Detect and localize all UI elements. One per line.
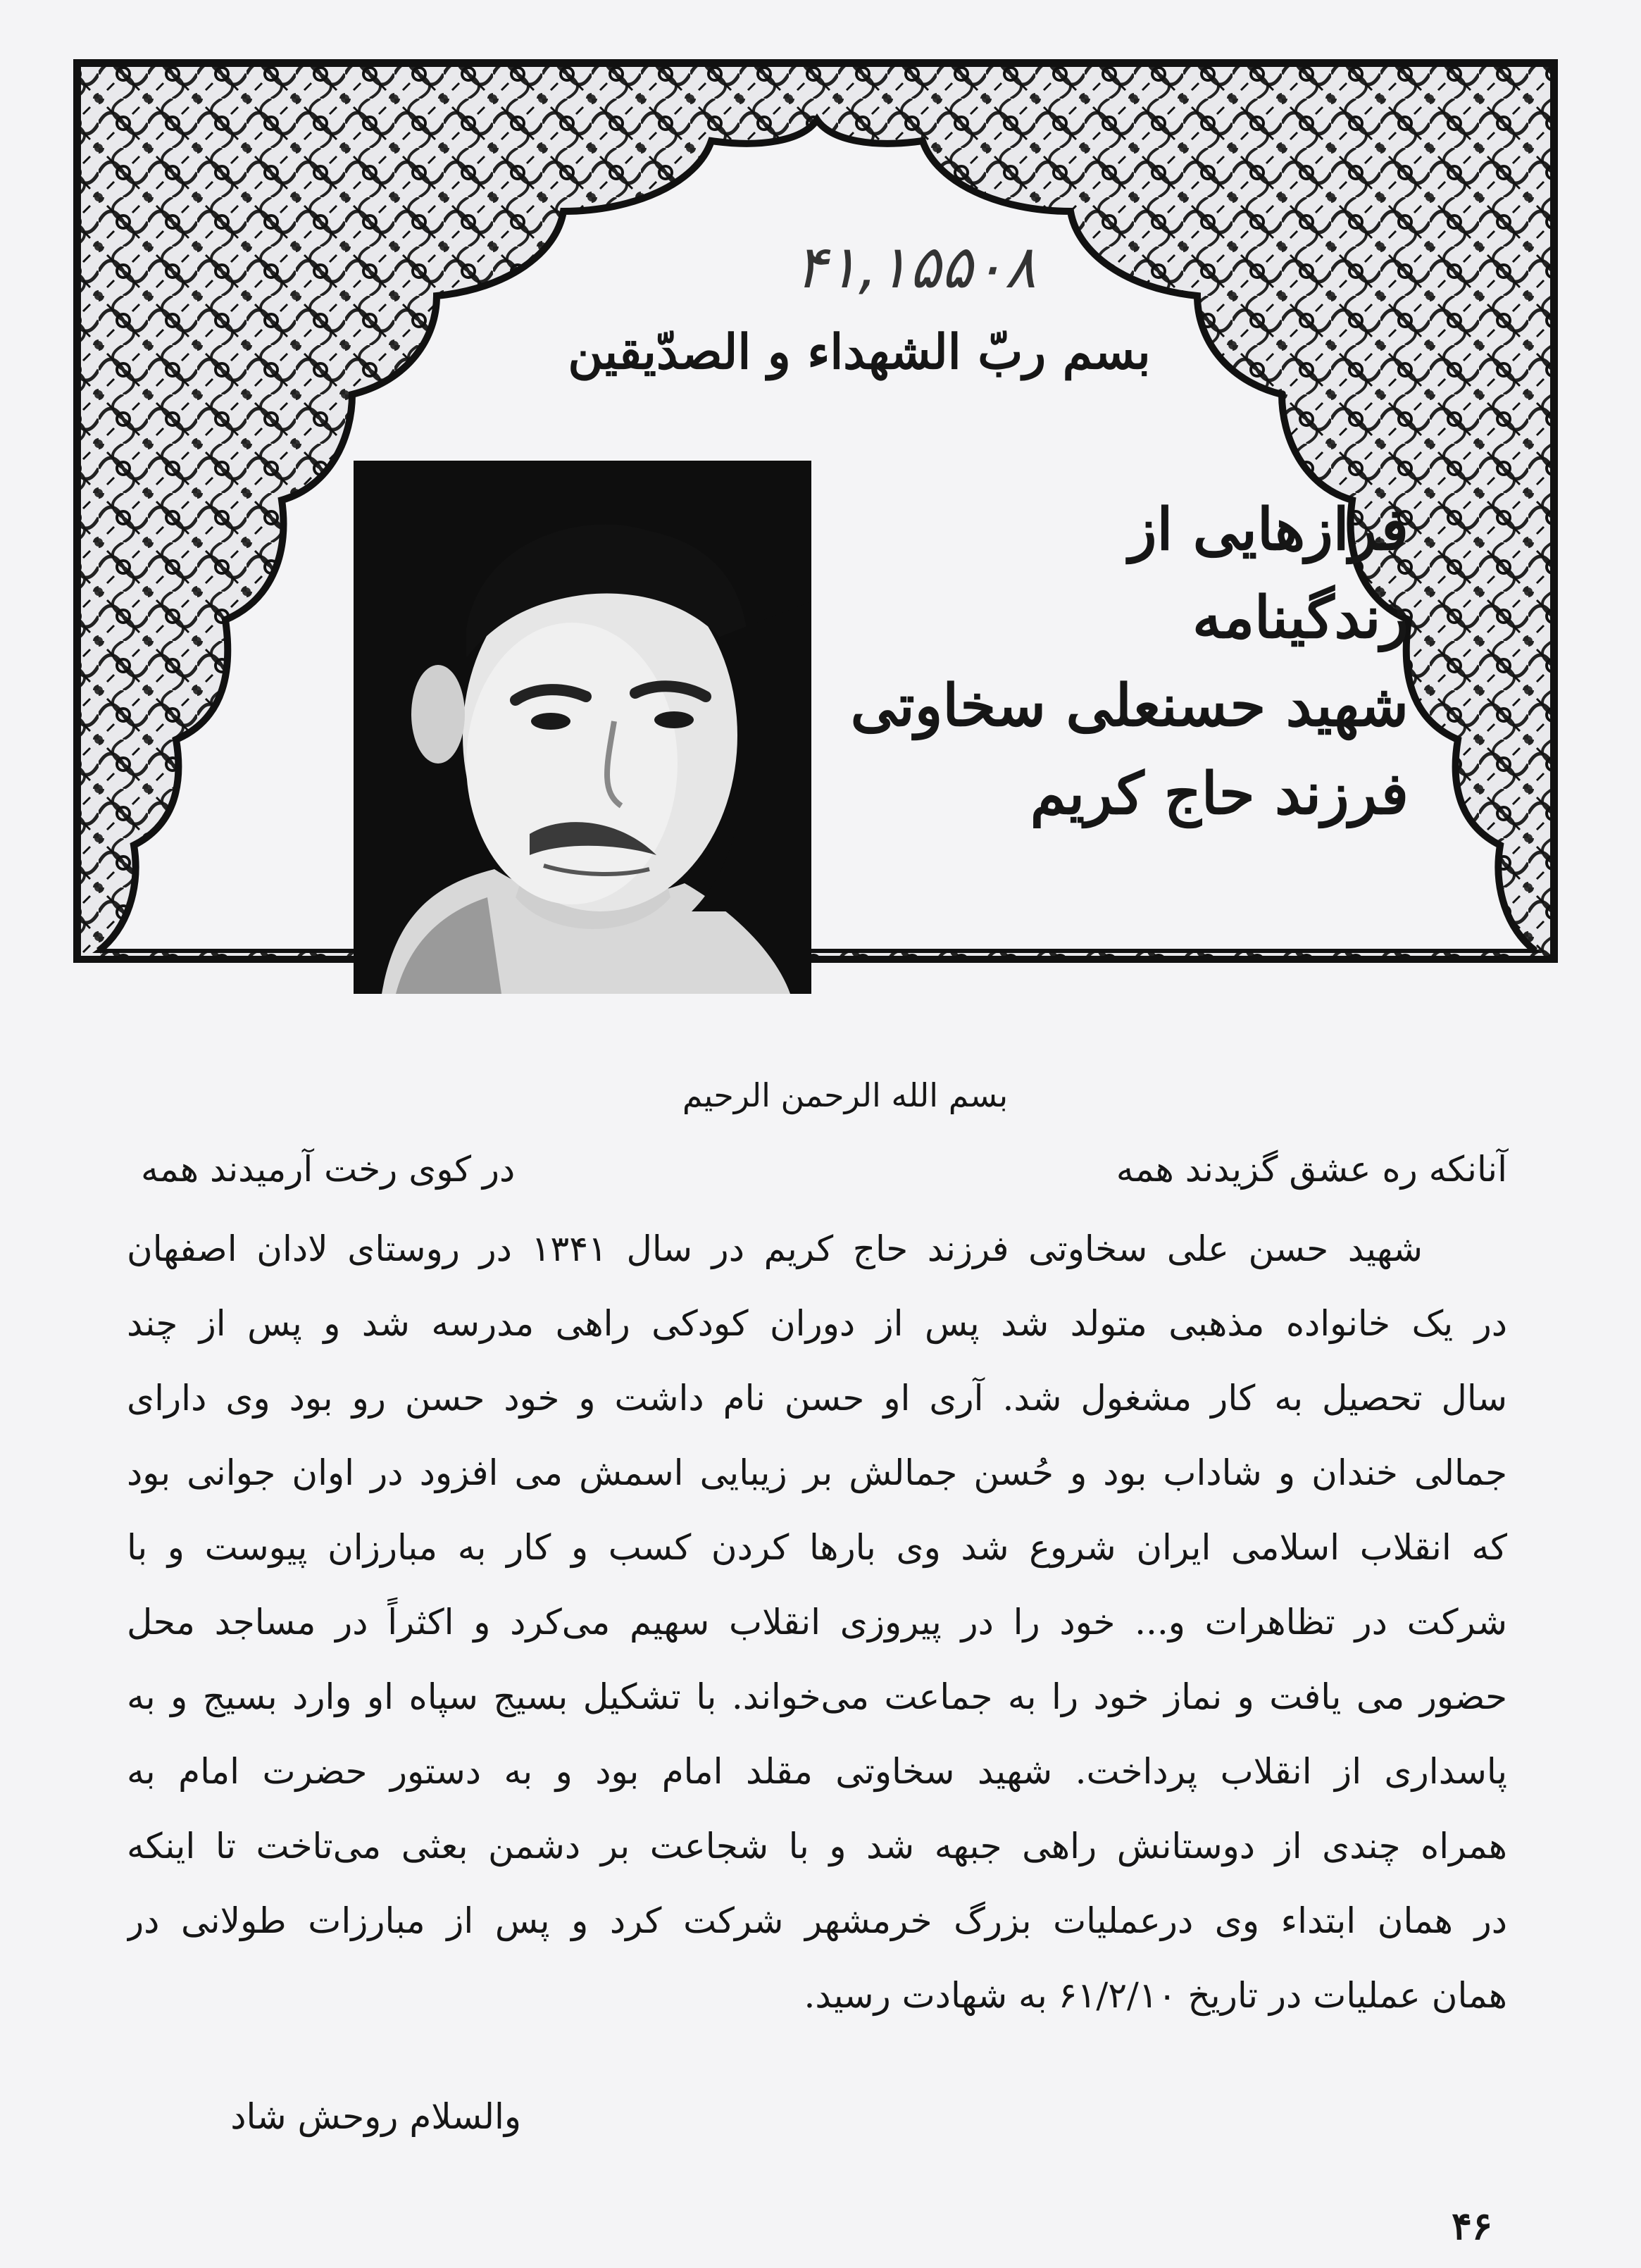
title-line: فرازهایی از: [1128, 496, 1409, 563]
title-line: زندگینامه: [1192, 584, 1409, 652]
martyr-portrait: [354, 461, 811, 994]
page-number: ۴۶: [1451, 2203, 1492, 2248]
biography-line: سال تحصیل به کار مشغول شد. آری او حسن نام داشت و خود حسن رو بود وی دارای: [127, 1378, 1507, 1419]
biography-line: شهید حسن علی سخاوتی فرزند حاج کریم در سال ۱۳۴۱ در روستای لادان اصفهان: [127, 1228, 1423, 1269]
header-basmala: بسم ربّ الشهداء و الصدّیقین: [568, 324, 1151, 380]
biography-line: همان عملیات در تاریخ ۶۱/۲/۱۰ به شهادت رسید.: [804, 1975, 1507, 2016]
biography-text: [127, 1211, 1507, 2033]
biography-line: همراه چندی از دوستانش راهی جبهه شد و با شجاعت بر دشمن بعثی می‌تاخت تا اینکه: [127, 1826, 1507, 1867]
title-block: [845, 486, 1409, 852]
catalog-number: ۴۱,۱۵۵۰۸: [794, 232, 1037, 301]
body-basmala: بسم الله الرحمن الرحیم: [682, 1076, 1009, 1114]
title-line: شهید حسنعلی سخاوتی: [850, 672, 1409, 740]
biography-line: شرکت در تظاهرات و... خود را در پیروزی انقلاب سهیم می‌کرد و اکثراً در مساجد محل: [127, 1602, 1507, 1643]
poem-hemistich-1: آنانکه ره عشق گزیدند همه: [1116, 1149, 1507, 1190]
title-line: فرزند حاج کریم: [1030, 760, 1409, 828]
poem-hemistich-2: در کوی رخت آرمیدند همه: [141, 1149, 516, 1190]
biography-line: حضور می یافت و نماز خود را به جماعت می‌خواند. با تشکیل بسیج سپاه او وارد بسیج و به: [127, 1676, 1507, 1717]
closing-salutation: والسلام روحش شاد: [230, 2096, 521, 2137]
biography-line: در همان ابتداء وی درعملیات بزرگ خرمشهر شرکت کرد و پس از مبارزات طولانی در: [127, 1900, 1507, 1941]
biography-line: که انقلاب اسلامی ایران شروع شد وی بارها کردن کسب و کار به مبارزان پیوست و با: [127, 1527, 1507, 1568]
poem-verse: [127, 1134, 1507, 1204]
biography-line: جمالی خندان و شاداب بود و حُسن جمالش بر زیبایی اسمش می افزود در اوان جوانی بود: [127, 1452, 1507, 1493]
biography-line: پاسداری از انقلاب پرداخت. شهید سخاوتی مقلد امام بود و به دستور حضرت امام به: [127, 1751, 1507, 1792]
biography-line: در یک خانواده مذهبی متولد شد پس از دوران کودکی راهی مدرسه شد و پس از چند: [127, 1303, 1507, 1344]
